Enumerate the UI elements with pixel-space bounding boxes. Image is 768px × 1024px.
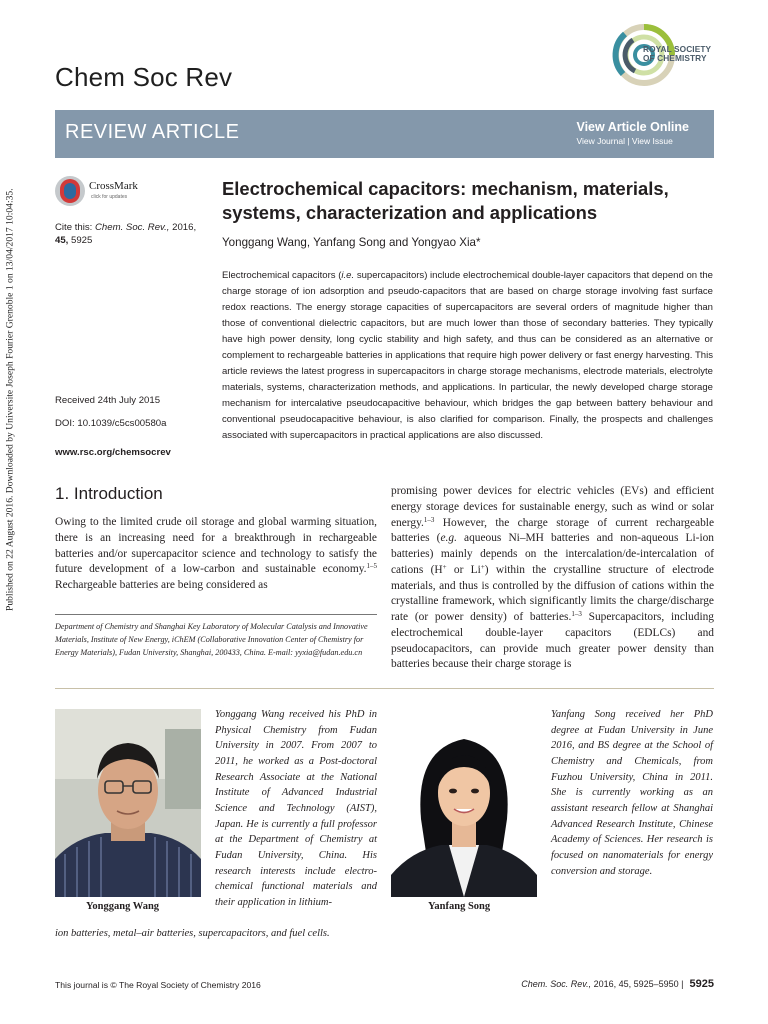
crossmark-label: CrossMark xyxy=(89,180,138,192)
bio-text-wang: Yonggang Wang received his PhD in Physical Chemistry from Fudan University in 2007. From 2007 to 2011, he worked as a Post-doctoral Research Associate at the National Institute of Advanced Industrial Science and Technology (AIST), Japan. He is currently a full professor at the Department of Chemistry at Fudan University, China. His research interests include electro-chemical functional materials and their application in lithium- xyxy=(215,709,377,908)
download-stamp: Published on 22 August 2016. Downloaded by Universite Joseph Fourier Grenoble 1 on 13/04/2017 10:04:35. xyxy=(4,188,16,612)
intro-left-column: Owing to the limited crude oil storage and global warming situation, there is an increasing need for a breakthrough in rechargeable batteries and/or supercapacitor science and technology to satisfy the future development of a low-carbon and sustainable economy.$^{1-5}$ Rechargeable batteries are being considered as xyxy=(55,516,377,591)
affiliation: Department of Chemistry and Shanghai Key Laboratory of Molecular Catalysis and Innovative Materials, Institute of New Energy, iChEM (Collaborative Innovation Center of Chemistry for Energy Materials), Fudan University, Shanghai, 200433, China. E-mail: yyxia@fudan.edu.cn xyxy=(55,622,368,657)
section-heading: 1. Introduction xyxy=(55,484,163,503)
view-online-block xyxy=(576,120,689,146)
author-photo-song xyxy=(391,709,537,897)
footer-copyright: This journal is © The Royal Society of Chemistry 2016 xyxy=(55,980,261,990)
view-journal-issue-links[interactable]: View Journal | View Issue xyxy=(576,136,673,146)
crossmark-badge[interactable] xyxy=(55,176,165,208)
banner-label: REVIEW ARTICLE xyxy=(65,121,240,143)
page-number: 5925 xyxy=(689,978,714,990)
bio-text-wang-tail: ion batteries, metal–air batteries, supercapacitors, and fuel cells. xyxy=(55,928,330,939)
journal-url[interactable]: www.rsc.org/chemsocrev xyxy=(55,447,171,458)
biography-divider xyxy=(55,688,714,689)
article-title: Electrochemical capacitors: mechanism, materials, systems, characterization and applications xyxy=(222,178,669,223)
affiliation-divider xyxy=(55,614,377,615)
bio-text-song: Yanfang Song received her PhD degree at Fudan University in June 2016, and BS degree at the School of Chemistry and Chemicals, from Fuzhou University, China in 2011. She is currently working as an assistant research fellow at Shanghai Advanced Research Institute, Chinese Academy of Sciences. Her research is focused on nanomaterials for energy conversion and storage. xyxy=(551,709,713,877)
view-article-online-link[interactable]: View Article Online xyxy=(576,120,689,134)
author-list: Yonggang Wang, Yanfang Song and Yongyao Xia* xyxy=(222,236,481,249)
doi[interactable]: DOI: 10.1039/c5cs00580a xyxy=(55,418,167,429)
footer-citation: Chem. Soc. Rev., 2016, 45, 5925–5950 | 5925 xyxy=(521,978,714,990)
bio-name-song: Yanfang Song xyxy=(428,901,491,912)
article-type-banner xyxy=(55,110,714,158)
rsc-logo-text: ROYAL SOCIETY OF CHEMISTRY xyxy=(643,44,712,63)
journal-title[interactable]: Chem Soc Rev xyxy=(55,62,233,92)
author-photo-wang xyxy=(55,709,201,897)
intro-right-column: promising power devices for electric vehicles (EVs) and efficient energy storage devices for sustainable energy, such as wind or solar energy.$^{1-3}$ However, the charge storage of current rechargeable batteries (e.g. aqueous Ni–MH batteries and non-aqueous Li-ion batteries) mainly depends on the intercalation/de-intercalation of cations (H+ or Li+) within the crystalline structure of electrode materials, and thus is controlled by the diffusion of cations within the crystalline framework, which significantly limits the charge/discharge rate (or power density) of batteries.$^{1-3}$ Supercapacitors, including electrochemical double-layer capacitors (EDLCs) and pseudocapacitors, can provide much greater power density than batteries because their charge storage is xyxy=(391,485,714,671)
crossmark-sublabel: click for updates xyxy=(91,194,128,200)
citation: Cite this: Chem. Soc. Rev., 2016, 45, 5925 xyxy=(55,222,197,246)
crossmark-icon xyxy=(55,176,85,206)
abstract: Electrochemical capacitors (i.e. supercapacitors) include electrochemical double-layer capacitors that depend on the charge storage of ion adsorption and pseudo-capacitors that are based on charge storage involving fast surface redox reactions. The energy storage capacities of supercapacitors are several orders of magnitude higher than those of conventional dielectric capacitors, but are much lower than those of secondary batteries. They typically have high power density, long cyclic stability and high safety, and thus can be considered as an alternative or complement to rechargeable batteries in applications that require high power delivery or fast energy harvesting. This article reviews the latest progress in supercapacitors in charge storage mechanisms, electrode materials, electrolyte materials, systems, characterization methods, and applications. In particular, the newly developed charge storage mechanism for intercalative pseudocapacitive behaviour, which bridges the gap between battery behaviour and conventional pseudocapacitive behaviour, is also clarified for comparison. Finally, the prospects and challenges associated with supercapacitors in practical applications are also discussed. xyxy=(222,270,713,442)
received-date: Received 24th July 2015 xyxy=(55,395,161,406)
bio-name-wang: Yonggang Wang xyxy=(86,901,160,912)
